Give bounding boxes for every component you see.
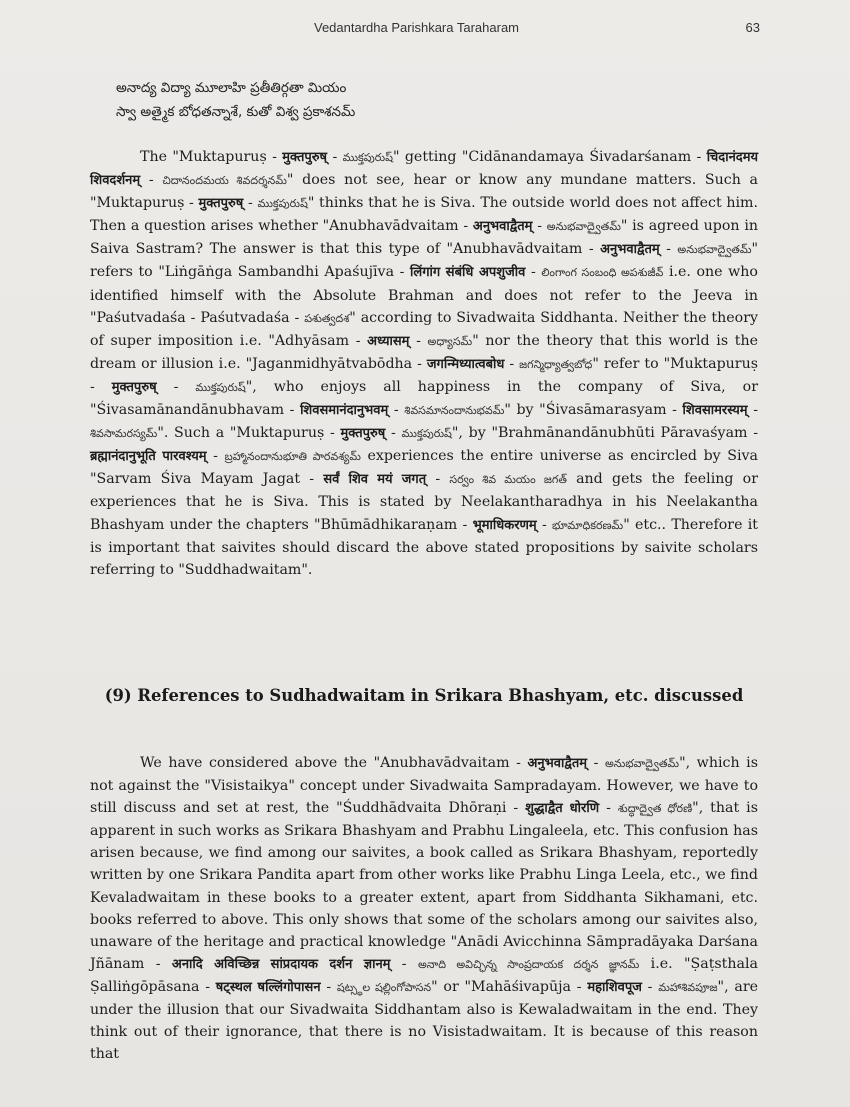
paragraph1-segment: शिवसामरस्यम् — [682, 403, 748, 419]
paragraph1-segment: అనుభవాద్వైతమ్ — [677, 243, 752, 257]
paragraph1-segment: ", by "Brahmānandānubhūti Pāravaśyam - — [451, 425, 758, 442]
verse-line-2: స్వా అత్మైక బోధతన్నాశే, కుతో విశ్వ ప్రకాశనమ్ — [116, 104, 356, 120]
paragraph2-segment: అనాది అవిచ్ఛిన్న సాంప్రదాయక దర్శన జ్ఞానమ్ — [417, 957, 640, 971]
paragraph2-segment: శుద్ధాద్వైత ధోరణి — [617, 802, 693, 816]
paragraph-1 — [90, 146, 758, 581]
paragraph1-segment: పశుత్వదశ — [304, 311, 350, 325]
paragraph1-segment: सर्वं शिव मयं जगत् — [323, 472, 427, 488]
paragraph-1-text — [90, 146, 758, 581]
paragraph1-segment: मुक्तपुरुष् — [111, 379, 157, 395]
paragraph2-segment: - — [390, 955, 418, 972]
paragraph2-segment: ", that is apparent in such works as Srikara Bhashyam and Prabhu Lingaleela, etc. This confusion has arisen because, we find among our saivites, a book called as Srikara Bhashyam, reportedly written by one Srikara Pandita apart from other works like Prabhu Linga Leela, etc., we find Kevaladwaitam in these books to a greater extent, apart from Siddhanta Sikhamani, etc. books referred to above. This only shows that some of the scholars among our saivites also, unaware of the heritage and practical knowledge "Anādi Avicchinna Sāmpradāyaka Darśana Jñānam - — [90, 800, 758, 972]
paragraph1-segment: ముక్తపురుష్ — [257, 197, 308, 211]
paragraph1-segment: मुक्तपुरुष् — [198, 196, 244, 212]
paragraph1-segment: ముక్తపురుష్ — [195, 380, 246, 394]
paragraph1-segment: అధ్యాసమ్ — [427, 334, 473, 348]
paragraph1-segment: " getting "Cidānandamaya Śivadarśanam - — [392, 149, 707, 165]
paragraph1-segment: ", who enjoys all happiness in the company of Siva, or "Śivasamānandānubhavam - — [90, 378, 758, 419]
paragraph1-segment: - — [206, 448, 225, 465]
paragraph2-segment: अनादि अविच्छिन्न सांप्रदायक दर्शन ज्ञानम् — [171, 956, 391, 972]
paragraph1-segment: - — [504, 355, 520, 372]
paragraph1-segment: अनुभवाद्वैतम् — [600, 242, 660, 258]
paragraph1-segment: शिवसमानंदानुभवम् — [300, 403, 389, 419]
paragraph2-segment: ", which is not against the "Visistaikya" concept under Sivadwaita Sampradayam. However, we have to still discuss and set at rest, the "Śuddhādvaita Dhōraṇi - — [90, 755, 758, 817]
paragraph1-segment: సర్వం శివ మయం జగత్ — [449, 473, 567, 487]
paragraph1-segment: భూమాధికరణమ్ — [552, 518, 624, 532]
running-title: Vedantardha Parishkara Taraharam — [314, 20, 519, 35]
paragraph2-segment: ", are under the illusion that our Sivadwaita Siddhantam also is Kewaladwaitam in the end. They think out of their ignorance, that there is no Visistadwaitam. It is because of this reason that — [90, 978, 758, 1063]
paragraph1-segment: " does not see, hear or know any mundane matters. Such a "Muktapuruṣ - — [90, 172, 759, 212]
paragraph2-segment: మహాశివపూజ — [658, 980, 718, 994]
paragraph2-segment: अनुभवाद्वैतम् — [527, 756, 588, 771]
paragraph2-segment: " or "Mahāśivapūja - — [431, 978, 588, 995]
paragraph1-segment: - — [659, 241, 678, 258]
section-heading: (9) References to Sudhadwaitam in Srikara Bhashyam, etc. discussed — [104, 686, 744, 705]
paragraph1-segment: " thinks that he is Siva. The outside world does not affect him. Then a question arises whether "Anubhavādvaitam - — [90, 195, 758, 235]
paragraph1-segment: experiences the entire universe as encircled by Siva "Sarvam Śiva Mayam Jagat - — [90, 448, 758, 488]
paragraph1-segment: లింగాంగ సంబంధి అపశుజీవ్ — [541, 266, 664, 280]
paragraph1-segment: " by "Śivasāmarasyam - — [504, 402, 683, 419]
paragraph1-segment: चिदानंदमय शिवदर्शनम् — [90, 150, 759, 189]
paragraph1-segment: - — [385, 425, 402, 442]
paragraph1-segment: - — [409, 332, 428, 349]
paragraph1-segment: - — [243, 195, 258, 212]
paragraph1-segment: - — [388, 402, 405, 419]
paragraph1-segment: मुक्तपुरुष् — [340, 426, 386, 442]
paragraph1-segment: ब्रह्मानंदानुभूति पारवश्यम् — [90, 449, 207, 465]
paragraph2-segment: అనుభవాద్వైతమ్ — [605, 757, 680, 770]
paragraph1-segment: అనుభవాద్వైతమ్ — [546, 220, 621, 234]
paragraph1-segment: - — [532, 218, 547, 235]
paragraph2-segment: షట్స్థల షల్లింగోపాసన — [336, 980, 432, 994]
paragraph2-segment: शुद्धाद्वैत धोरणि — [525, 801, 600, 817]
paragraph1-segment: బ్రహ్మానందానుభూతి పారవశ్యమ్ — [224, 450, 361, 464]
paragraph1-segment: मुक्तपुरुष् — [282, 150, 328, 165]
paragraph1-segment: The "Muktapuruṣ - — [140, 149, 283, 165]
paragraph1-segment: శివసమానందానుభవమ్ — [404, 404, 505, 418]
paragraph1-segment: जगन्मिध्यात्वबोध — [426, 356, 505, 372]
paragraph-2 — [90, 752, 758, 1065]
paragraph1-segment: लिंगांग संबंधि अपशुजीव — [410, 265, 526, 281]
paragraph1-segment: " according to Sivadwaita Siddhanta. Neither the theory of super imposition i.e. "Adhyāsam - — [90, 309, 758, 349]
paragraph2-segment: i.e. "Ṣaṭsthala Ṣalliṅgōpāsana - — [90, 955, 758, 995]
paragraph1-segment: " nor the theory that this world is the dream or illusion i.e. "Jaganmidhyātvabōdha - — [90, 332, 758, 372]
paragraph1-segment: " is agreed upon in Saiva Sastram? The answer is that this type of "Anubhavādvaitam - — [90, 218, 758, 258]
paragraph2-segment: - — [641, 978, 659, 995]
paragraph1-segment: " etc.. Therefore it is important that saivites should discard the above stated propositions by saivite scholars referring to "Suddhadwaitam". — [90, 516, 758, 578]
paragraph1-segment: చిదానందమయ శివదర్శనమ్ — [162, 174, 287, 188]
paragraph1-segment: " refers to "Liṅgāṅga Sambandhi Apaśujīva - — [90, 241, 758, 281]
paragraph1-segment: - — [327, 149, 343, 165]
paragraph1-segment: జగన్మిధ్యాత్వబోధ — [519, 357, 593, 371]
paragraph1-segment: - — [747, 402, 758, 419]
paragraph1-segment: अनुभवाद्वैतम् — [472, 219, 533, 235]
verse-line-1: అనాద్య విద్యా మూలాహి ప్రతీతిర్గతా మియం — [116, 80, 347, 96]
paragraph-2-text — [90, 752, 758, 1065]
paragraph1-segment: i.e. one who identified himself with the Absolute Brahman and does not refer to the Jeeva in "Paśutvadaśa - Paśutvadaśa - — [90, 264, 758, 326]
paragraph1-segment: శివసామరస్యమ్ — [90, 427, 158, 441]
paragraph1-segment: - — [140, 172, 163, 189]
paragraph2-segment: We have considered above the "Anubhavādvaitam - — [140, 755, 528, 771]
paragraph1-segment: - — [525, 264, 542, 281]
paragraph1-segment: अध्यासम् — [367, 333, 410, 349]
paragraph2-segment: महाशिवपूज — [587, 979, 642, 995]
page-number: 63 — [745, 20, 760, 35]
paragraph2-segment: षट्स्थल षल्लिंगोपासन — [215, 979, 321, 995]
paragraph1-segment: - — [426, 471, 450, 488]
paragraph1-segment: ముక్తపురుష్ — [401, 427, 452, 441]
paragraph1-segment: - — [536, 516, 553, 533]
paragraph1-segment: - — [156, 378, 196, 395]
paragraph1-segment: ముక్తపురుష్ — [342, 151, 393, 164]
paragraph1-segment: " refer to "Muktapuruṣ - — [90, 355, 758, 395]
paragraph2-segment: - — [587, 755, 605, 771]
paragraph2-segment: - — [599, 800, 618, 817]
paragraph1-segment: and gets the feeling or experiences that he is Siva. This is stated by Neelakantharadhya in his Neelakantha Bhashyam under the chapters "Bhūmādhikaraṇam - — [90, 471, 758, 533]
paragraph1-segment: भूमाधिकरणम् — [472, 517, 537, 533]
paragraph2-segment: - — [320, 978, 337, 995]
paragraph1-segment: ". Such a "Muktapuruṣ - — [157, 425, 341, 442]
